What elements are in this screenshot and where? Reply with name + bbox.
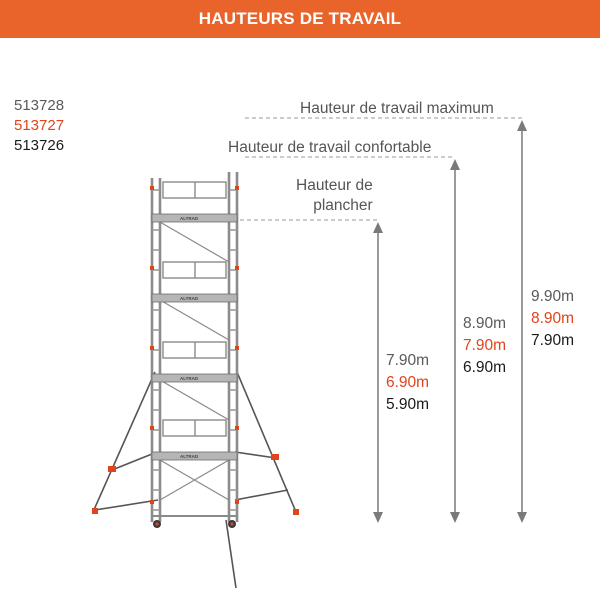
floor-height-label-line2: plancher (313, 197, 373, 214)
floor-height-label-line1: Hauteur de (296, 177, 373, 194)
comfort-height-label: Hauteur de travail confortable (228, 139, 432, 156)
max-height-label: Hauteur de travail maximum (300, 100, 494, 117)
comfort-height-value-1: 8.90m (463, 315, 507, 332)
comfort-height-arrow (450, 159, 460, 523)
banner-title: HAUTEURS DE TRAVAIL (198, 9, 402, 28)
model-ref-3: 513726 (14, 137, 65, 154)
comfort-height-values (463, 313, 506, 379)
floor-height-label (296, 176, 373, 216)
brand-plate: ALTRAD (180, 216, 199, 221)
brand-plate: ALTRAD (180, 296, 199, 301)
floor-height-arrow (373, 222, 383, 523)
brand-plate: ALTRAD (180, 376, 199, 381)
max-height-value-3: 7.90m (531, 332, 575, 349)
comfort-height-value-3: 6.90m (463, 359, 507, 376)
max-height-arrow (517, 120, 527, 523)
floor-height-value-2: 6.90m (386, 374, 430, 391)
floor-height-values (386, 350, 429, 416)
model-ref-1: 513728 (14, 97, 65, 114)
scaffold-base (152, 516, 237, 528)
model-ref-2: 513727 (14, 117, 65, 134)
floor-height-value-1: 7.90m (386, 352, 430, 369)
comfort-height-value-2: 7.90m (463, 337, 507, 354)
max-height-values (531, 286, 574, 352)
max-height-value-2: 8.90m (531, 310, 575, 327)
max-height-value-1: 9.90m (531, 288, 575, 305)
brand-plate: ALTRAD (180, 454, 199, 459)
floor-height-value-3: 5.90m (386, 396, 430, 413)
